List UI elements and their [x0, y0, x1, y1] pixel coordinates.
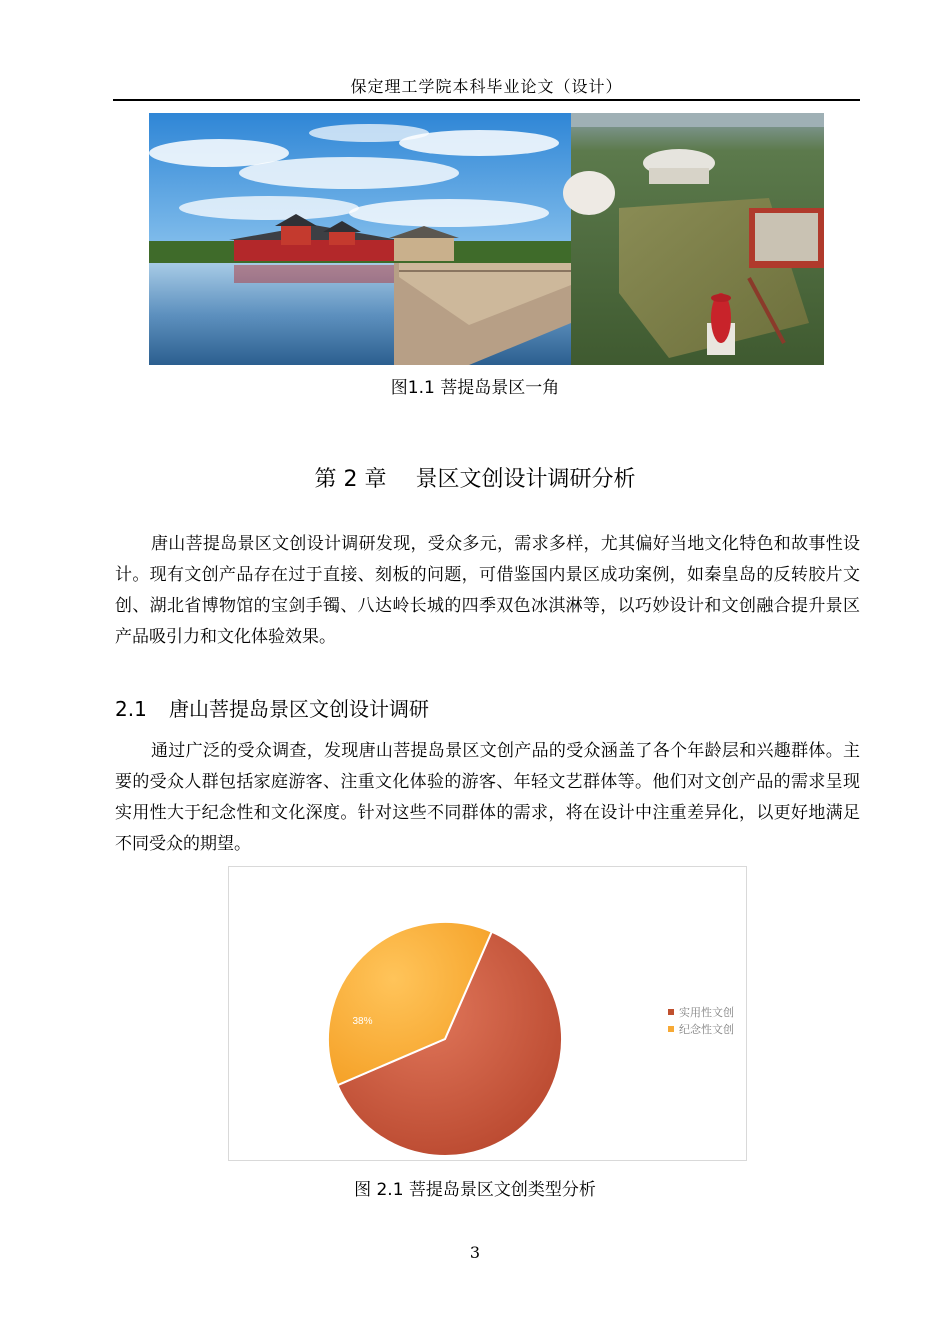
scenic-photos: [149, 113, 824, 365]
chart-frame: [228, 866, 747, 1161]
section-title: 唐山菩提岛景区文创设计调研: [169, 697, 429, 721]
section-number: 2.1: [115, 697, 147, 721]
slice-label-souvenir: 38%: [352, 1015, 373, 1027]
aerial-photo: [563, 113, 824, 365]
header-rule: [113, 99, 860, 101]
intro-paragraph: 唐山菩提岛景区文创设计调研发现，受众多元，需求多样，尤其偏好当地文化特色和故事性设计。现有文创产品存在过于直接、刻板的问题，可借鉴国内景区成功案例，如秦皇岛的反转胶片文创、湖北省博物馆的宝剑手镯、八达岭长城的四季双色冰淇淋等，以巧妙设计和文创融合提升景区产品吸引力和文化体验效果。: [115, 534, 860, 647]
figure-1-caption: 图1.1 菩提岛景区一角: [390, 378, 560, 398]
temple-lake-photo: [149, 113, 571, 365]
legend-swatch-souvenir: [668, 1026, 674, 1032]
body-paragraph: 通过广泛的受众调查，发现唐山菩提岛景区文创产品的受众涵盖了各个年龄层和兴趣群体。主要的受众人群包括家庭游客、注重文化体验的游客、年轻文艺群体等。他们对文创产品的需求呈现实用性大于纪念性和文化深度。针对这些不同群体的需求，将在设计中注重差异化，以更好地满足不同受众的期望。: [115, 741, 860, 854]
page-number: 3: [469, 1243, 481, 1262]
section-heading: [115, 693, 429, 722]
legend-swatch-practical: [668, 1009, 674, 1015]
chapter-title: 第 2 章 景区文创设计调研分析: [314, 467, 636, 492]
legend-label-practical: 实用性文创: [679, 1006, 734, 1019]
figure-2-caption: 图 2.1 菩提岛景区文创类型分析: [354, 1180, 596, 1200]
legend-label-souvenir: 纪念性文创: [679, 1023, 734, 1036]
slice-label-practical: 62%: [530, 1147, 551, 1159]
pie-chart: [229, 867, 746, 1160]
page-header: 保定理工学院本科毕业论文（设计）: [350, 77, 623, 96]
